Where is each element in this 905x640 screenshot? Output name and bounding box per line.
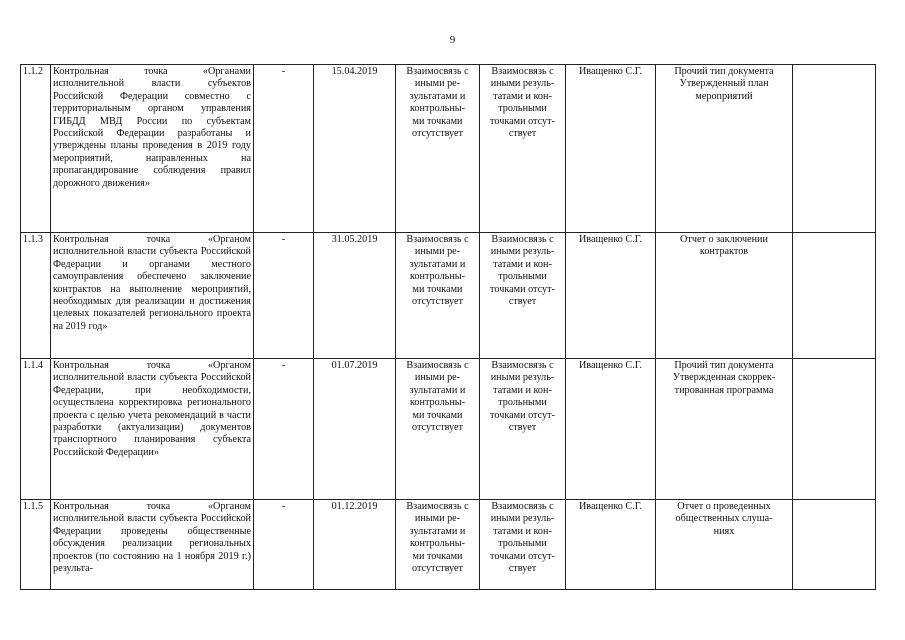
- relation-previous: Взаимосвязь с иными ре- зультатами и контрольны- ми точками отсутствует: [396, 65, 480, 233]
- relation-next: Взаимосвязь с иными резуль- татами и кон- трольными точками отсут- ствует: [480, 233, 566, 359]
- end-date: 31.05.2019: [314, 233, 396, 359]
- table-row: [21, 233, 876, 359]
- control-point-name: Контрольная точка «Органом исполнительной власти субъекта Российской Федерации, при необходимости, осуществлена корректировка регионального проекта с целью учета рекомендаций в части разработки (актуализации) документов транспортного планирования субъекта Российской Федерации»: [51, 359, 254, 500]
- end-date: 01.07.2019: [314, 359, 396, 500]
- end-date: 15.04.2019: [314, 65, 396, 233]
- relation-previous: Взаимосвязь с иными ре- зультатами и контрольны- ми точками отсутствует: [396, 359, 480, 500]
- document-type: Прочий тип документа Утвержденная скоррек- тированная программа: [656, 359, 793, 500]
- start-date: -: [254, 233, 314, 359]
- page-number: 9: [449, 34, 456, 46]
- document-type: Прочий тип документа Утвержденный план мероприятий: [656, 65, 793, 233]
- extra-cell: [793, 65, 876, 233]
- relation-next: Взаимосвязь с иными резуль- татами и кон- трольными точками отсут- ствует: [480, 359, 566, 500]
- table-row: [21, 65, 876, 233]
- control-points-table: [20, 64, 876, 590]
- responsible-person: Иващенко С.Г.: [566, 65, 656, 233]
- responsible-person: Иващенко С.Г.: [566, 359, 656, 500]
- extra-cell: [793, 500, 876, 590]
- extra-cell: [793, 233, 876, 359]
- extra-cell: [793, 359, 876, 500]
- control-point-name: Контрольная точка «Органом исполнительной власти субъекта Российской Федерации и органами местного самоуправления обеспечено заключение контрактов на выполнение мероприятий, необходимых для реализации и достижения целевых показателей регионального проекта на 2019 год»: [51, 233, 254, 359]
- control-point-name: Контрольная точка «Органами исполнительной власти субъектов Российской Федерации совместно с территориальным органом управления ГИБДД МВД России по субъектам Российской Федерации разработаны и утверждены планы проведения в 2019 году мероприятий, направленных на пропагандирование соблюдения правил дорожного движения»: [51, 65, 254, 233]
- start-date: -: [254, 500, 314, 590]
- responsible-person: Иващенко С.Г.: [566, 500, 656, 590]
- table-row: [21, 359, 876, 500]
- control-point-name: Контрольная точка «Органом исполнительной власти субъекта Российской Федерации проведены общественные обсуждения реализации региональных проектов (по состоянию на 1 ноября 2019 г.) результа-: [51, 500, 254, 590]
- relation-previous: Взаимосвязь с иными ре- зультатами и контрольны- ми точками отсутствует: [396, 233, 480, 359]
- document-type: Отчет о заключении контрактов: [656, 233, 793, 359]
- relation-previous: Взаимосвязь с иными ре- зультатами и контрольны- ми точками отсутствует: [396, 500, 480, 590]
- relation-next: Взаимосвязь с иными резуль- татами и кон- трольными точками отсут- ствует: [480, 500, 566, 590]
- row-number: 1.1.3: [21, 233, 51, 359]
- row-number: 1.1.2: [21, 65, 51, 233]
- start-date: -: [254, 359, 314, 500]
- document-type: Отчет о проведенных общественных слуша- ниях: [656, 500, 793, 590]
- row-number: 1.1.4: [21, 359, 51, 500]
- responsible-person: Иващенко С.Г.: [566, 233, 656, 359]
- table-row: [21, 500, 876, 590]
- end-date: 01.12.2019: [314, 500, 396, 590]
- row-number: 1.1.5: [21, 500, 51, 590]
- relation-next: Взаимосвязь с иными резуль- татами и кон- трольными точками отсут- ствует: [480, 65, 566, 233]
- start-date: -: [254, 65, 314, 233]
